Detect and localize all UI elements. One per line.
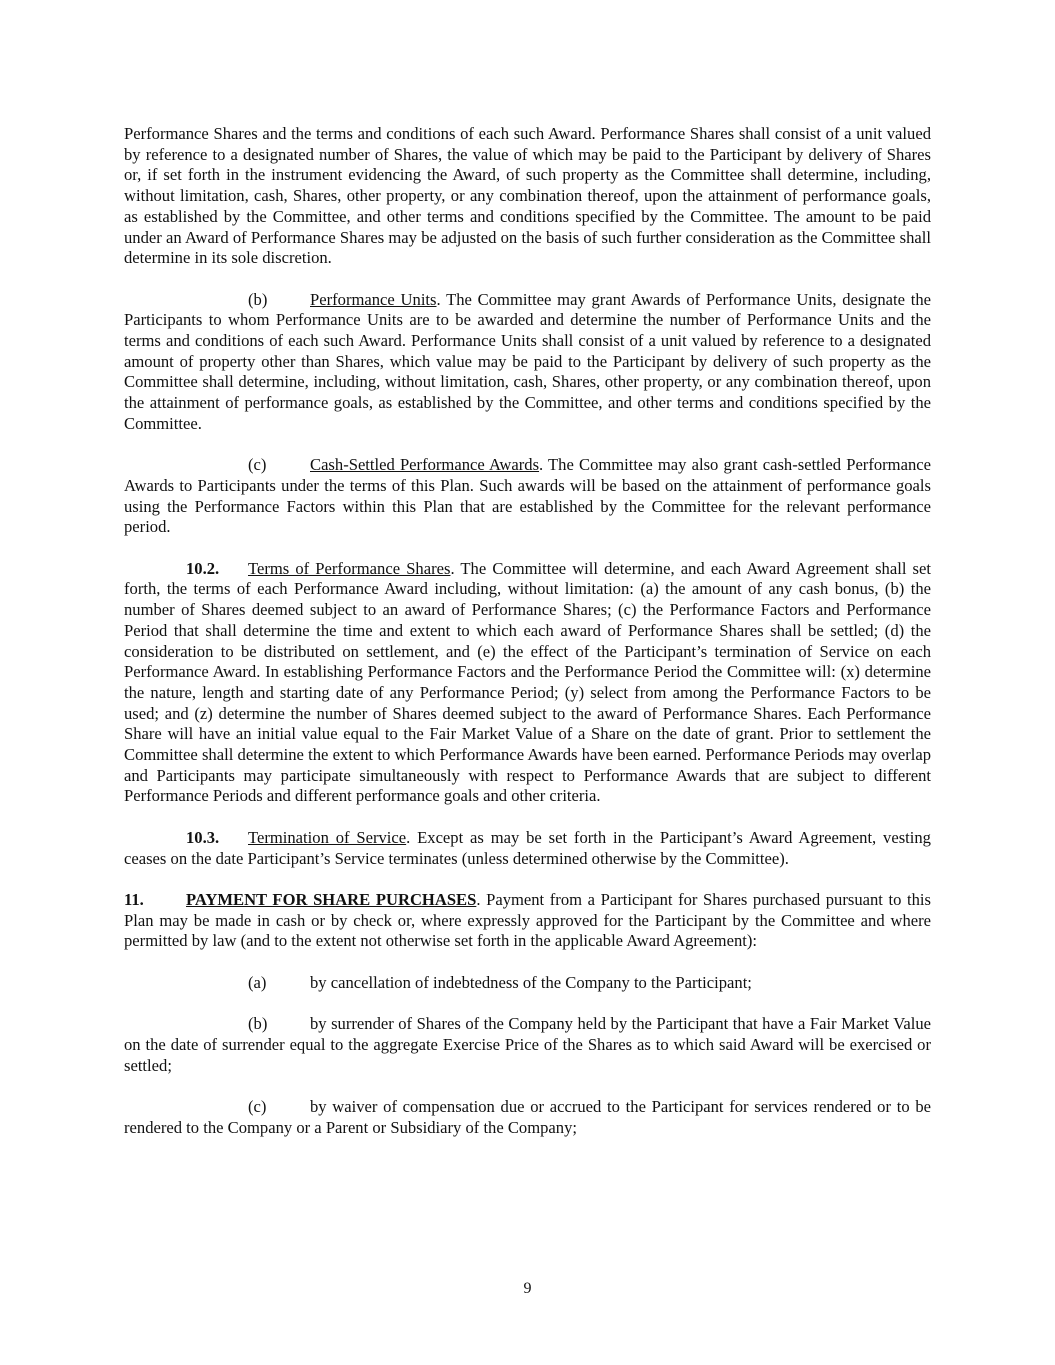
section-text: . Payment from a Participant for Shares purchased pursuant to this Plan may be made in cash or by check or, where expressly approved for the Participant by the Committee and where permitted by law (and to the extent not otherwise set forth in the applicable Award Agreement):	[124, 889, 931, 951]
section-heading: Terms of Performance Shares	[248, 558, 451, 578]
item-label: (a)	[248, 972, 267, 992]
document-page	[124, 124, 931, 1138]
item-text: . The Committee may grant Awards of Performance Units, designate the Participants to whom Performance Units are to be awarded and determine the number of Performance Units and the terms and conditions of each such Award. Performance Units shall consist of a unit valued by reference to a designated amount of property other than Shares, which value may be paid to the Participant by delivery of such property as the Committee shall determine, including, without limitation, cash, Shares, other property, or any combination thereof, upon the attainment of performance goals, as established by the Committee, and other terms and conditions specified by the Committee.	[124, 289, 932, 433]
section-10-2	[124, 559, 931, 807]
section-text: . The Committee will determine, and each Award Agreement shall set forth, the terms of each Performance Award including, without limitation: (a) the amount of any cash bonus, (b) the number of Shares deemed subject to an award of Performance Shares; (c) the Performance Factors and Performance Period that shall determine the time and extent to which each award of Performance Shares shall be settled; (d) the consideration to be distributed on settlement, and (e) the effect of the Participant’s termination of Service on each Performance Award. In establishing Performance Factors and the Performance Period the Committee will: (x) determine the nature, length and starting date of any Performance Period; (y) select from among the Performance Factors to be used; and (z) determine the number of Shares deemed subject to the award of Performance Shares. Each Performance Share will have an initial value equal to the Fair Market Value of a Share on the date of grant. Prior to settlement the Committee shall determine the extent to which Performance Awards have been earned. Performance Periods may overlap and Participants may participate simultaneously with respect to Performance Awards that are subject to different Performance Periods and different performance goals and other criteria.	[124, 558, 931, 806]
section-11	[124, 890, 931, 952]
item-text: . The Committee may also grant cash-settled Performance Awards to Participants under the terms of this Plan. Such awards will be based on the attainment of performance goals using the Performance Factors within this Plan that are established by the Committee for the relevant performance period.	[124, 455, 931, 537]
item-heading: Cash-Settled Performance Awards	[310, 455, 540, 475]
section-number: 10.3.	[186, 827, 220, 847]
section-number: 10.2.	[186, 558, 220, 578]
item-text: by surrender of Shares of the Company held by the Participant that have a Fair Market Value on the date of surrender equal to the aggregate Exercise Price of the Shares as to which said Award will be exercised or settled;	[124, 1014, 931, 1075]
section-heading: PAYMENT FOR SHARE PURCHASES	[186, 889, 477, 909]
item-label: (c)	[248, 1096, 267, 1116]
paragraph-performance-shares-continued: Performance Shares and the terms and conditions of each such Award. Performance Shares shall consist of a unit valued by reference to a designated number of Shares, the value of which may be paid to the Participant by delivery of Shares or, if set forth in the instrument evidencing the Award, of such property as the Committee shall determine, including, without limitation, cash, Shares, other property, or any combination thereof, upon the attainment of performance goals, as established by the Committee, and other terms and conditions specified by the Committee. The amount to be paid under an Award of Performance Shares may be adjusted on the basis of such further consideration as the Committee shall determine in its sole discretion.	[124, 124, 931, 268]
item-heading: Performance Units	[310, 289, 437, 309]
section-10-3	[124, 828, 931, 869]
item-text: by waiver of compensation due or accrued to the Participant for services rendered or to be rendered to the Company or a Parent or Subsidiary of the Company;	[124, 1096, 931, 1137]
payment-option-c	[124, 1097, 931, 1138]
section-heading: Termination of Service	[248, 827, 407, 847]
section-text: . Except as may be set forth in the Participant’s Award Agreement, vesting ceases on the date Participant’s Service terminates (unless determined otherwise by the Committee).	[124, 827, 931, 868]
payment-option-b	[124, 1014, 931, 1076]
section-number: 11.	[124, 889, 144, 909]
item-label: (b)	[248, 289, 268, 309]
page-number: 9	[523, 1280, 532, 1297]
paragraph-performance-units	[124, 290, 931, 435]
item-text: by cancellation of indebtedness of the Company to the Participant;	[310, 972, 752, 992]
item-label: (c)	[248, 455, 267, 475]
paragraph-cash-settled-awards	[124, 455, 931, 538]
item-label: (b)	[248, 1014, 268, 1034]
payment-option-a	[124, 973, 931, 994]
